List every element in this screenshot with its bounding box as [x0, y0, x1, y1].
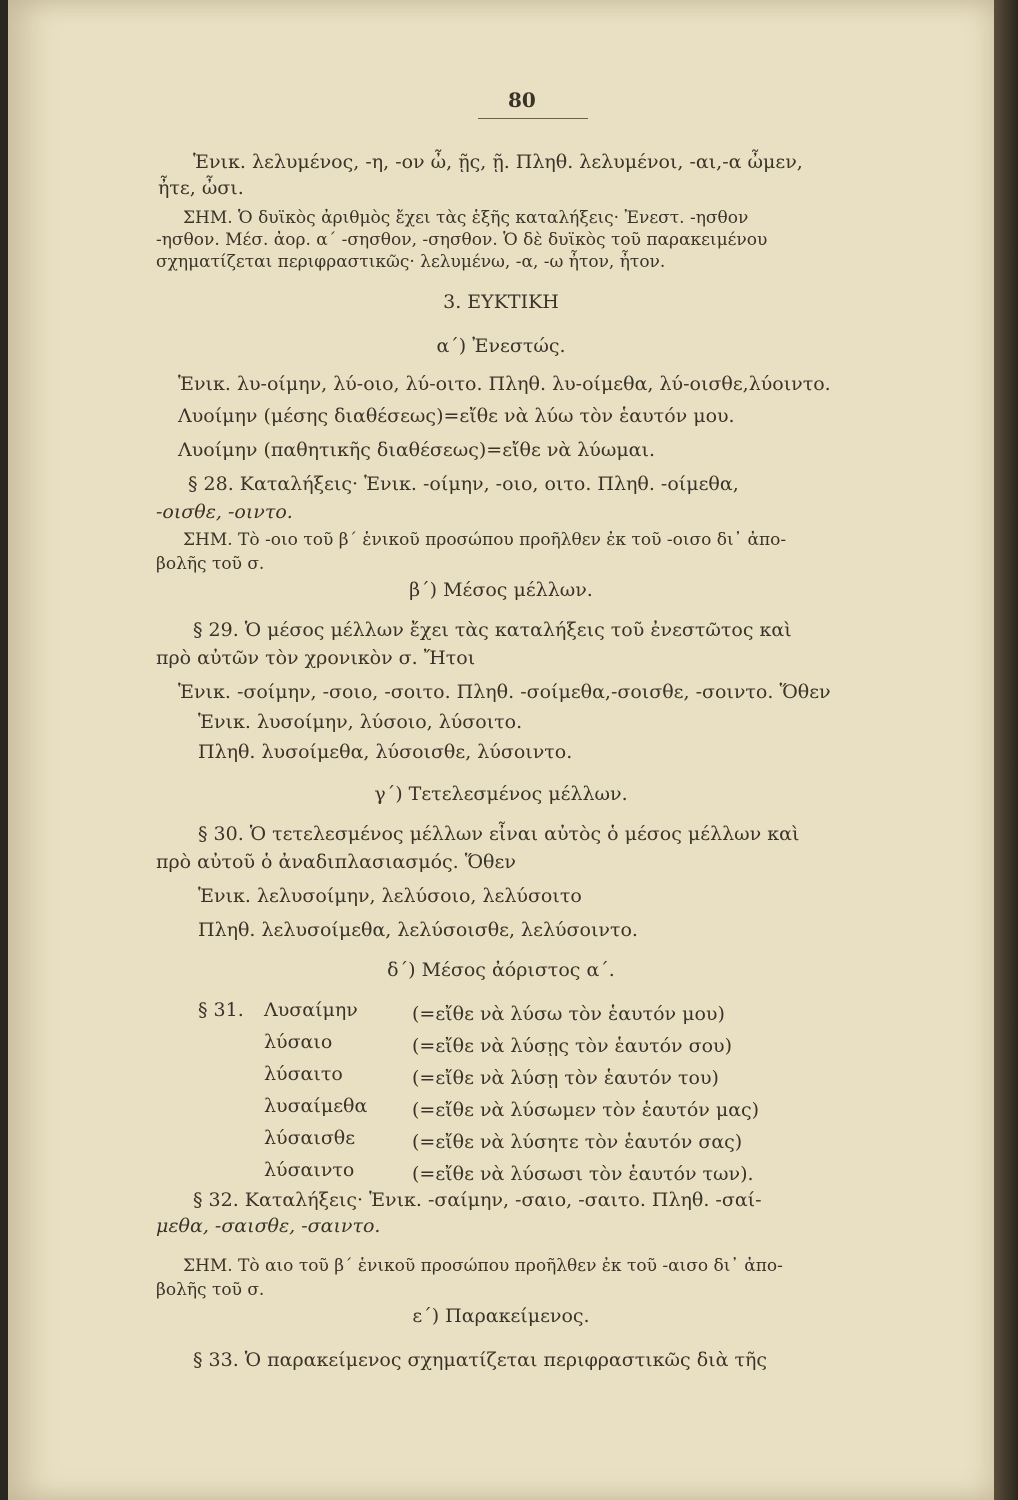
note-line: -ησθον. Μέσ. ἀορ. α΄ -σησθον, -σησθον. Ὁ δὲ δυϊκὸς τοῦ παρακειμένου	[156, 230, 768, 250]
header-rule	[478, 118, 588, 119]
note-line: ΣΗΜ. Τὸ -οιο τοῦ β΄ ἑνικοῦ προσώπου προῆλθεν ἐκ τοῦ -οισο δι᾽ ἀπο-	[183, 530, 787, 550]
form-gloss: (=εἴθε νὰ λύσῃς τὸν ἑαυτόν σου)	[412, 1035, 733, 1057]
text-line: § 30. Ὁ τετελεσμένος μέλλων εἶναι αὐτὸς ὁ μέσος μέλλων καὶ	[198, 823, 800, 845]
form-gloss: (=εἴθε νὰ λύσῃ τὸν ἑαυτόν του)	[412, 1067, 719, 1089]
form-gloss: (=εἴθε νὰ λύσωμεν τὸν ἑαυτόν μας)	[412, 1099, 760, 1121]
note-line: ΣΗΜ. Τὸ αιο τοῦ β΄ ἑνικοῦ προσώπου προῆλθεν ἐκ τοῦ -αισο δι᾽ ἀπο-	[183, 1256, 783, 1276]
text-line: § 29. Ὁ μέσος μέλλων ἔχει τὰς καταλήξεις τοῦ ἐνεστῶτος καὶ	[193, 619, 792, 641]
subsection-heading: δ΄) Μέσος ἀόριστος α΄.	[387, 959, 615, 981]
section-mark: § 31.	[198, 999, 244, 1021]
form-gloss: (=εἴθε νὰ λύσω τὸν ἑαυτόν μου)	[412, 1003, 725, 1025]
subsection-heading: β΄) Μέσος μέλλων.	[409, 579, 593, 601]
form-word: λύσαιντο	[264, 1159, 355, 1181]
subsection-heading: α΄) Ἐνεστώς.	[436, 335, 566, 357]
note-line: σχηματίζεται περιφραστικῶς· λελυμένω, -α, -ω ἦτον, ἦτον.	[156, 252, 666, 272]
text-line: ἦτε, ὦσι.	[158, 177, 244, 199]
text-line: Ἑνικ. λελυμένος, -η, -ον ὦ, ῇς, ῇ. Πληθ. λελυμένοι, -αι,-α ὦμεν,	[193, 151, 803, 173]
form-word: λυσαίμεθα	[264, 1095, 368, 1117]
text-line: Ἑνικ. -σοίμην, -σοιο, -σοιτο. Πληθ. -σοίμεθα,-σοισθε, -σοιντο. Ὅθεν	[178, 681, 831, 703]
text-line: § 28. Καταλήξεις· Ἑνικ. -οίμην, -οιο, οιτο. Πληθ. -οίμεθα,	[188, 473, 739, 495]
text-line: Πληθ. λυσοίμεθα, λύσοισθε, λύσοιντο.	[198, 741, 573, 763]
book-page	[8, 0, 994, 1500]
text-line: πρὸ αὐτῶν τὸν χρονικὸν σ. Ἤτοι	[156, 647, 476, 669]
text-line: Ἑνικ. λελυσοίμην, λελύσοιο, λελύσοιτο	[198, 885, 582, 907]
form-gloss: (=εἴθε νὰ λύσωσι τὸν ἑαυτόν των).	[412, 1163, 754, 1185]
note-line: βολῆς τοῦ σ.	[156, 554, 265, 574]
form-word: λύσαιτο	[264, 1063, 343, 1085]
form-word: λύσαισθε	[264, 1127, 356, 1149]
text-line: Λυοίμην (μέσης διαθέσεως)=εἴθε νὰ λύω τὸν ἑαυτόν μου.	[178, 405, 735, 427]
text-line: Ἑνικ. λυ-οίμην, λύ-οιο, λύ-οιτο. Πληθ. λυ-οίμεθα, λύ-οισθε,λύοιντο.	[178, 373, 831, 395]
text-line: Λυοίμην (παθητικῆς διαθέσεως)=εἴθε νὰ λύωμαι.	[178, 439, 656, 461]
section-heading: 3. ΕΥΚΤΙΚΗ	[443, 291, 559, 313]
form-word: Λυσαίμην	[264, 999, 358, 1021]
page-number: 80	[508, 88, 536, 112]
note-line: ΣΗΜ. Ὁ δυϊκὸς ἀριθμὸς ἔχει τὰς ἑξῆς καταλήξεις· Ἐνεστ. -ησθον	[183, 208, 749, 228]
text-line: μεθα, -σαισθε, -σαιντο.	[156, 1215, 381, 1237]
note-line: βολῆς τοῦ σ.	[156, 1280, 265, 1300]
text-line: § 33. Ὁ παρακείμενος σχηματίζεται περιφραστικῶς διὰ τῆς	[193, 1349, 768, 1371]
form-word: λύσαιο	[264, 1031, 333, 1053]
subsection-heading: γ΄) Τετελεσμένος μέλλων.	[374, 783, 628, 805]
text-line: -οισθε, -οιντο.	[156, 501, 293, 523]
text-line: πρὸ αὐτοῦ ὁ ἀναδιπλασιασμός. Ὅθεν	[156, 851, 516, 873]
form-gloss: (=εἴθε νὰ λύσητε τὸν ἑαυτόν σας)	[412, 1131, 743, 1153]
text-line: Πληθ. λελυσοίμεθα, λελύσοισθε, λελύσοιντο.	[198, 919, 638, 941]
page-edge	[994, 0, 1018, 1500]
subsection-heading: ε΄) Παρακείμενος.	[412, 1305, 590, 1327]
text-line: § 32. Καταλήξεις· Ἑνικ. -σαίμην, -σαιο, -σαιτο. Πληθ. -σαί-	[193, 1189, 762, 1211]
text-line: Ἑνικ. λυσοίμην, λύσοιο, λύσοιτο.	[198, 711, 523, 733]
